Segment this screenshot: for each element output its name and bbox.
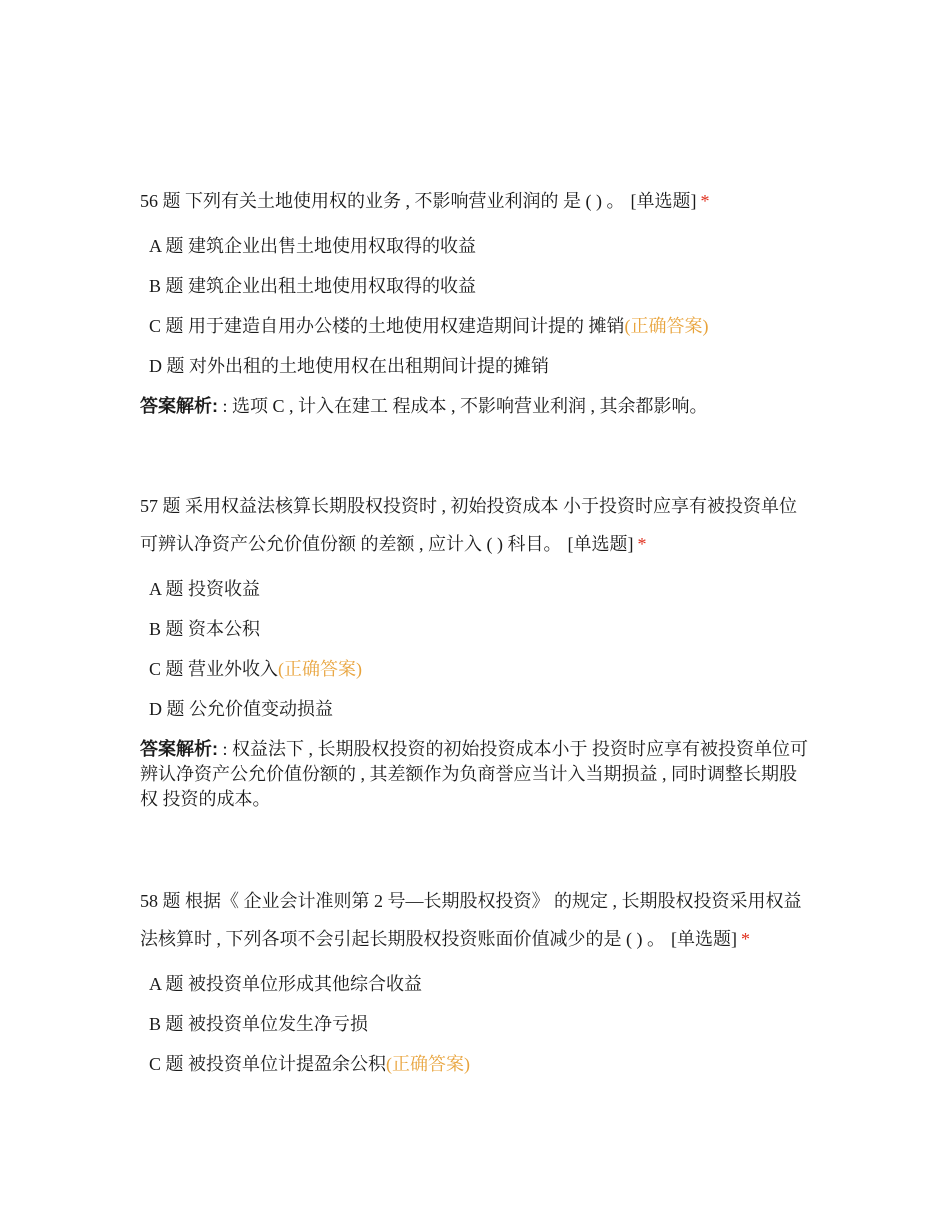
analysis-label: 答案解析: [140, 739, 218, 759]
required-marker: * [741, 929, 750, 949]
option-text: A 题 投资收益 [149, 579, 261, 599]
correct-answer-tag: (正确答案) [386, 1054, 471, 1074]
option-text: D 题 公允价值变动损益 [149, 699, 333, 719]
option-text: A 题 建筑企业出售土地使用权取得的收益 [149, 236, 477, 256]
option-text: B 题 被投资单位发生净亏损 [149, 1014, 369, 1034]
question-text: 56 题 下列有关土地使用权的业务 , 不影响营业利润的 是 ( ) 。 [140, 191, 625, 211]
option-d[interactable] [140, 689, 812, 729]
option-text: A 题 被投资单位形成其他综合收益 [149, 974, 423, 994]
option-a[interactable] [140, 226, 812, 266]
option-c[interactable] [140, 649, 812, 689]
option-c[interactable] [140, 1044, 812, 1084]
option-text: B 题 建筑企业出租土地使用权取得的收益 [149, 276, 477, 296]
option-b[interactable] [140, 266, 812, 306]
option-text: C 题 用于建造自用办公楼的土地使用权建造期间计提的 摊销 [149, 316, 625, 336]
analysis-text: : 权益法下 , 长期股权投资的初始投资成本小于 投资时应享有被投资单位可辨认净资产公允价值份额的 , 其差额作为负商誉应当计入当期损益 , 同时调整长期股权 投资的成本。 [140, 739, 808, 809]
option-text: C 题 营业外收入 [149, 659, 279, 679]
analysis-label: 答案解析: [140, 396, 218, 416]
question-57 [140, 487, 812, 812]
correct-answer-tag: (正确答案) [278, 659, 363, 679]
option-a[interactable] [140, 964, 812, 1004]
answer-analysis [140, 737, 812, 812]
option-list [140, 964, 812, 1084]
option-text: B 题 资本公积 [149, 619, 261, 639]
option-list [140, 226, 812, 386]
required-marker: * [637, 534, 647, 554]
question-stem [140, 182, 812, 220]
question-text: 57 题 采用权益法核算长期股权投资时 , 初始投资成本 小于投资时应享有被投资单位可辨认净资产公允价值份额 的差额 , 应计入 ( ) 科目。 [140, 496, 797, 554]
option-d[interactable] [140, 346, 812, 386]
question-type: [单选题] [630, 191, 697, 211]
answer-analysis [140, 394, 812, 419]
question-text: 58 题 根据《 企业会计准则第 2 号—长期股权投资》 的规定 , 长期股权投资采用权益法核算时 , 下列各项不会引起长期股权投资账面价值减少的是 ( ) 。 [140, 891, 802, 949]
option-a[interactable] [140, 569, 812, 609]
option-b[interactable] [140, 609, 812, 649]
question-type: [单选题] [671, 929, 737, 949]
question-stem [140, 882, 812, 958]
question-stem [140, 487, 812, 563]
question-type: [单选题] [567, 534, 634, 554]
option-list [140, 569, 812, 729]
question-56 [140, 182, 812, 419]
question-58 [140, 882, 812, 1084]
option-text: D 题 对外出租的土地使用权在出租期间计提的摊销 [149, 356, 549, 376]
option-text: C 题 被投资单位计提盈余公积 [149, 1054, 387, 1074]
required-marker: * [700, 191, 710, 211]
option-c[interactable] [140, 306, 812, 346]
correct-answer-tag: (正确答案) [624, 316, 709, 336]
analysis-text: : 选项 C , 计入在建工 程成本 , 不影响营业利润 , 其余都影响。 [222, 396, 708, 416]
option-b[interactable] [140, 1004, 812, 1044]
